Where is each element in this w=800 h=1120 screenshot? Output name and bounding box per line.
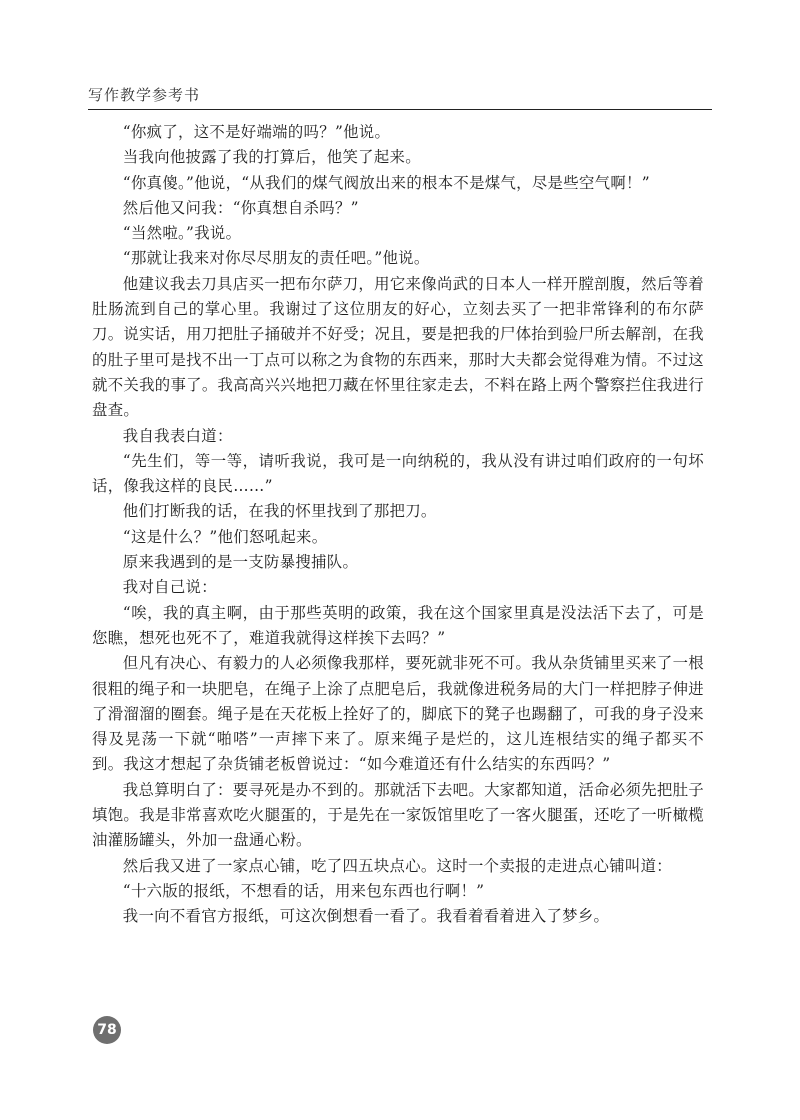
paragraph: 原来我遇到的是一支防暴搜捕队。 xyxy=(122,553,359,572)
paragraph: “这是什么？”他们怒吼起来。 xyxy=(122,527,328,546)
paragraph: “唉，我的真主啊，由于那些英明的政策，我在这个国家里真是没法活下去了，可是您瞧，想死也死不了，难道我就得这样挨下去吗？” xyxy=(92,603,704,647)
paragraph: 然后他又问我：“你真想自杀吗？” xyxy=(122,198,359,217)
header-title: 写作教学参考书 xyxy=(88,86,201,104)
paragraph: 然后我又进了一家点心铺，吃了四五块点心。这时一个卖报的走进点心铺叫道： xyxy=(122,856,672,875)
body-text xyxy=(92,120,704,930)
paragraph: 我总算明白了：要寻死是办不到的。那就活下去吧。大家都知道，活命必须先把肚子填饱。我是非常喜欢吃火腿蛋的，于是先在一家饭馆里吃了一客火腿蛋，还吃了一听橄榄油灌肠罐头，外加一盘通心粉。 xyxy=(92,780,704,850)
paragraph: 他们打断我的话，在我的怀里找到了那把刀。 xyxy=(122,502,437,521)
header-rule xyxy=(88,109,712,110)
paragraph: 但凡有决心、有毅力的人必须像我那样，要死就非死不可。我从杂货铺里买来了一根很粗的绳子和一块肥皂，在绳子上涂了点肥皂后，我就像进税务局的大门一样把脖子伸进了滑溜溜的圈套。绳子是在天花板上拴好了的，脚底下的凳子也踢翻了，可我的身子没来得及晃荡一下就“啪嗒”一声摔下来了。原来绳子是烂的，这儿连根结实的绳子都买不到。我这才想起了杂货铺老板曾说过：“如今难道还有什么结实的东西吗？” xyxy=(92,654,704,774)
paragraph: “你真傻。”他说，“从我们的煤气阀放出来的根本不是煤气，尽是些空气啊！” xyxy=(122,173,650,192)
paragraph: “十六版的报纸，不想看的话，用来包东西也行啊！” xyxy=(122,881,485,900)
paragraph: 当我向他披露了我的打算后，他笑了起来。 xyxy=(122,148,421,167)
paragraph: 我一向不看官方报纸，可这次倒想看一看了。我看着看着进入了梦乡。 xyxy=(122,907,610,926)
paragraph: “你疯了，这不是好端端的吗？”他说。 xyxy=(122,123,391,141)
page-number-badge: 78 xyxy=(93,1016,121,1044)
paragraph: “那就让我来对你尽尽朋友的责任吧。”他说。 xyxy=(122,249,430,268)
running-header xyxy=(88,82,712,108)
paragraph: “当然啦。”我说。 xyxy=(122,224,242,243)
paragraph: “先生们，等一等，请听我说，我可是一向纳税的，我从没有讲过咱们政府的一句坏话，像我这样的良民……” xyxy=(92,451,704,496)
paragraph: 他建议我去刀具店买一把布尔萨刀，用它来像尚武的日本人一样开膛剖腹，然后等着肚肠流到自己的掌心里。我谢过了这位朋友的好心，立刻去买了一把非常锋利的布尔萨刀。说实话，用刀把肚子捅破并不好受；况且，要是把我的尸体抬到验尸所去解剖，在我的肚子里可是找不出一丁点可以称之为食物的东西来，那时大夫都会觉得难为情。不过这就不关我的事了。我高高兴兴地把刀藏在怀里往家走去，不料在路上两个警察拦住我进行盘查。 xyxy=(92,274,704,420)
paragraph: 我对自己说： xyxy=(122,578,217,597)
paragraph: 我自我表白道： xyxy=(122,426,233,445)
